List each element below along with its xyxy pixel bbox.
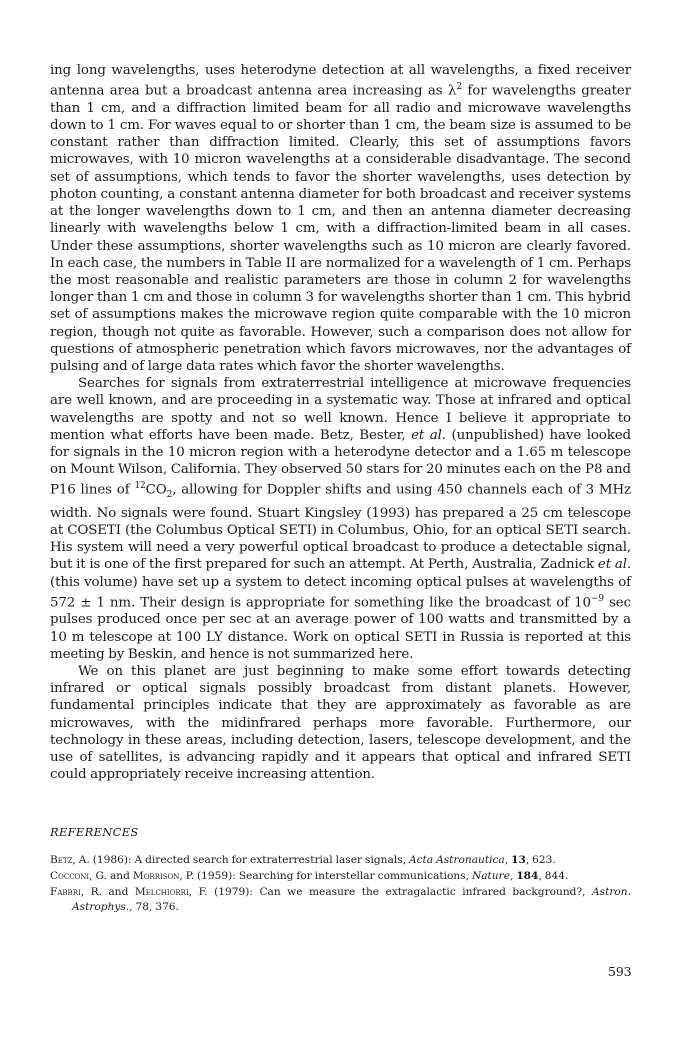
reference-title: Searching for interstellar communications, bbox=[238, 870, 472, 882]
reference-authors: Betz, A. bbox=[50, 854, 90, 867]
paragraph-text: , allowing for Doppler shifts and using 450 channels each of 3 MHz width. No signals were found. Stuart Kingsley (1993) has prepared a 25 cm telescope at COSETI (the Columbus Optical SETI) in Columbus, Ohio, for an optical SETI search. His system will need a very powerful optical broadcast to produce a detectable signal, but it is one of the first prepared for such an attempt. At Perth, Australia, Zadnick bbox=[50, 482, 631, 573]
reference-authors: Fabbri, R. bbox=[50, 885, 102, 898]
reference-item bbox=[50, 853, 631, 869]
reference-item bbox=[50, 869, 631, 885]
page-number: 593 bbox=[608, 964, 632, 979]
body-paragraph-2 bbox=[50, 375, 631, 663]
reference-item bbox=[50, 885, 631, 916]
reference-year: (1959): bbox=[194, 870, 239, 882]
paragraph-text: (this volume) have set up a system to detect incoming optical pulses at wavelengths of 572 ± 1 nm. Their design is appropriate for something like the broadcast of 10 bbox=[50, 574, 631, 611]
reference-authors: Cocconi, G. bbox=[50, 870, 107, 882]
page-content bbox=[50, 62, 631, 916]
reference-journal: Acta Astronautica, bbox=[408, 854, 509, 867]
isotope-superscript: 12 bbox=[134, 481, 146, 492]
italic-et-al: et al. bbox=[411, 427, 446, 443]
reference-authors: Melchiorri, F. bbox=[134, 885, 208, 898]
paragraph-text: ing long wavelengths, uses heterodyne detection at all wavelengths, a fixed receiver antenna area but a broadcast antenna area increasing as bbox=[50, 63, 631, 99]
reference-title: Can we measure the extragalactic infrared background?, bbox=[259, 885, 593, 898]
paragraph-text: (unpublished) have looked for signals in the 10 micron region with a heterodyne detector and a 1.65 m telescope on Mount Wilson, California. They observed 50 stars for 20 minutes each on the P8 and P16 lines of bbox=[50, 427, 631, 498]
reference-conjunction: and bbox=[106, 870, 133, 882]
reference-year: (1986): bbox=[89, 854, 135, 867]
paragraph-text: Searches for signals from extraterrestrial intelligence at microwave frequencies are well known, and are proceeding in a systematic way. Those at infrared and optical wavelengths are spotty and not so well known. Hence I believe it appropriate to mention what efforts have been made. Betz, Bester, bbox=[50, 376, 631, 443]
reference-title: A directed search for extraterrestrial laser signals, bbox=[134, 854, 409, 867]
body-paragraph-1 bbox=[50, 62, 631, 375]
reference-year: (1979): bbox=[207, 885, 260, 898]
lambda-symbol: λ bbox=[448, 83, 457, 99]
reference-pages: , 844. bbox=[538, 870, 569, 882]
reference-pages: , 623. bbox=[525, 854, 556, 867]
references-list bbox=[50, 853, 631, 915]
paragraph-text: sec pulses produced once per sec at an average power of 100 watts and transmitted by a 10 m telescope at 100 LY distance. Work on optical SETI in Russia is reported at this meeting by Beskin, and hence is not summarized here. bbox=[50, 595, 631, 662]
reference-journal: Astron. Astrophys., bbox=[72, 885, 631, 914]
italic-et-al: et al. bbox=[597, 557, 632, 573]
paragraph-text: for wavelengths greater than 1 cm, and a diffraction limited beam for all radio and microwave wavelengths down to 1 cm. For waves equal to or shorter than 1 cm, the beam size is assumed to be constant rather than diffraction limited. Clearly, this set of assumptions favors microwaves, with 10 micron wavelengths at a considerable disadvantage. The second set of assumptions, which tends to favor the shorter wavelengths, uses detection by photon counting, a constant antenna diameter for both broadcast and receiver systems at the longer wavelengths down to 1 cm, and then an antenna diameter decreasing linearly with wavelengths below 1 cm, with a diffraction-limited beam in all cases. Under these assumptions, shorter wavelengths such as 10 micron are clearly favored. In each case, the numbers in Table II are normalized for a wavelength of 1 cm. Perhaps the most reasonable and realistic parameters are those in column 2 for wavelengths longer than 1 cm and those in column 3 for wavelengths shorter than 1 cm. This hybrid set of assumptions makes the microwave region quite comparable with the 10 micron region, though not quite as favorable. However, such a comparison does not allow for questions of atmospheric penetration which favors microwaves, nor the advantages of pulsing and of large data rates which favor the shorter wavelengths. bbox=[50, 83, 632, 374]
superscript-exponent: 2 bbox=[456, 82, 462, 93]
chemical-formula: CO bbox=[145, 482, 167, 498]
chemical-subscript: 2 bbox=[166, 490, 173, 501]
reference-volume: 13 bbox=[511, 854, 526, 867]
reference-volume: 184 bbox=[516, 870, 539, 882]
reference-conjunction: and bbox=[101, 885, 135, 898]
reference-pages: 78, 376. bbox=[132, 901, 179, 914]
reference-authors: Morrison, P. bbox=[132, 870, 195, 882]
references-heading: REFERENCES bbox=[50, 825, 139, 840]
reference-journal: Nature, bbox=[471, 870, 514, 882]
body-paragraph-3: We on this planet are just beginning to make some effort towards detecting infrared or optical signals possibly broadcast from distant planets. However, fundamental principles indicate that they are approximately as favorable as are microwaves, with the midinfrared perhaps more favorable. Furthermore, our technology in these areas, including detection, lasers, telescope development, and the use of satellites, is advancing rapidly and it appears that optical and infrared SETI could appropriately receive increasing attention. bbox=[50, 663, 631, 783]
exponent-superscript: −9 bbox=[590, 593, 604, 604]
